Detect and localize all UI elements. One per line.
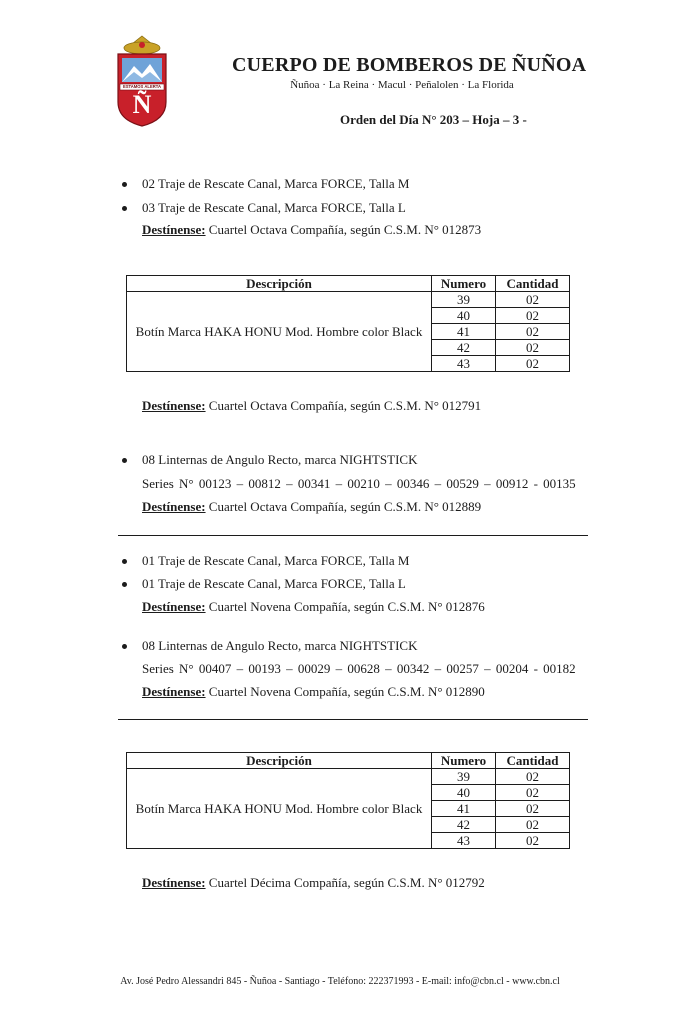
destination-label: Destínense:: [142, 398, 206, 413]
section-divider: [118, 719, 588, 720]
destination-line: [142, 599, 485, 615]
table-header-number: Numero: [432, 753, 496, 769]
destination-line: [142, 222, 481, 238]
boots-size-table: [126, 752, 570, 849]
table-cell-quantity: 02: [496, 833, 570, 849]
table-cell-number: 40: [432, 785, 496, 801]
destination-label: Destínense:: [142, 499, 206, 514]
organization-name: CUERPO DE BOMBEROS DE ÑUÑOA: [232, 54, 587, 76]
table-cell-number: 41: [432, 324, 496, 340]
table-cell-number: 39: [432, 292, 496, 308]
destination-line: [142, 875, 485, 891]
destination-value: Cuartel Octava Compañía, según C.S.M. N° 012889: [208, 499, 482, 514]
table-header-number: Numero: [432, 276, 496, 292]
destination-value: Cuartel Novena Compañía, según C.S.M. N° 012876: [208, 599, 485, 614]
table-cell-number: 43: [432, 833, 496, 849]
page-reference: Orden del Día N° 203 – Hoja – 3 -: [340, 112, 527, 127]
destination-label: Destínense:: [142, 875, 206, 890]
destination-value: Cuartel Décima Compañía, según C.S.M. N° 012792: [208, 875, 485, 890]
table-header-quantity: Cantidad: [496, 276, 570, 292]
table-cell-number: 42: [432, 340, 496, 356]
list-item: 02 Traje de Rescate Canal, Marca FORCE, Talla M: [142, 176, 410, 191]
destination-label: Destínense:: [142, 599, 206, 614]
table-cell-description: Botín Marca HAKA HONU Mod. Hombre color Black: [127, 292, 432, 372]
table-row: [127, 769, 570, 785]
series-numbers: Series N° 00407 – 00193 – 00029 – 00628 – 00342 – 00257 – 00204 - 00182: [142, 661, 576, 676]
table-cell-quantity: 02: [496, 324, 570, 340]
destination-value: Cuartel Octava Compañía, según C.S.M. N° 012873: [208, 222, 482, 237]
table-cell-quantity: 02: [496, 356, 570, 372]
table-header-description: Descripción: [127, 276, 432, 292]
list-item: 03 Traje de Rescate Canal, Marca FORCE, Talla L: [142, 200, 406, 215]
table-cell-number: 43: [432, 356, 496, 372]
table-row: [127, 292, 570, 308]
destination-line: [142, 684, 485, 700]
table-cell-quantity: 02: [496, 769, 570, 785]
logo-letter: Ñ: [132, 90, 152, 119]
logo-motto: ESTAMOS ALERTA: [122, 84, 162, 89]
destination-line: [142, 398, 481, 414]
table-header-description: Descripción: [127, 753, 432, 769]
table-cell-quantity: 02: [496, 308, 570, 324]
table-header-quantity: Cantidad: [496, 753, 570, 769]
destination-value: Cuartel Octava Compañía, según C.S.M. N° 012791: [208, 398, 482, 413]
table-cell-number: 40: [432, 308, 496, 324]
destination-line: [142, 499, 481, 515]
list-item: 01 Traje de Rescate Canal, Marca FORCE, Talla M: [142, 553, 410, 568]
table-cell-quantity: 02: [496, 817, 570, 833]
table-cell-number: 41: [432, 801, 496, 817]
boots-size-table: [126, 275, 570, 372]
table-cell-quantity: 02: [496, 340, 570, 356]
destination-label: Destínense:: [142, 684, 206, 699]
section-divider: [118, 535, 588, 536]
table-cell-quantity: 02: [496, 785, 570, 801]
table-cell-quantity: 02: [496, 801, 570, 817]
list-item: 01 Traje de Rescate Canal, Marca FORCE, Talla L: [142, 576, 406, 591]
list-item: 08 Linternas de Angulo Recto, marca NIGHTSTICK: [142, 452, 418, 467]
fire-department-logo: [112, 32, 172, 128]
list-item: 08 Linternas de Angulo Recto, marca NIGHTSTICK: [142, 638, 418, 653]
table-cell-number: 42: [432, 817, 496, 833]
series-numbers: Series N° 00123 – 00812 – 00341 – 00210 – 00346 – 00529 – 00912 - 00135: [142, 476, 576, 491]
destination-value: Cuartel Novena Compañía, según C.S.M. N° 012890: [208, 684, 485, 699]
table-cell-description: Botín Marca HAKA HONU Mod. Hombre color Black: [127, 769, 432, 849]
table-cell-quantity: 02: [496, 292, 570, 308]
organization-communes: Ñuñoa · La Reina · Macul · Peñalolen · La Florida: [290, 79, 514, 91]
footer-contact-info: Av. José Pedro Alessandri 845 - Ñuñoa - Santiago - Teléfono: 222371993 - E-mail: info@cbn.cl - www.cbn.cl: [120, 976, 560, 987]
destination-label: Destínense:: [142, 222, 206, 237]
table-cell-number: 39: [432, 769, 496, 785]
